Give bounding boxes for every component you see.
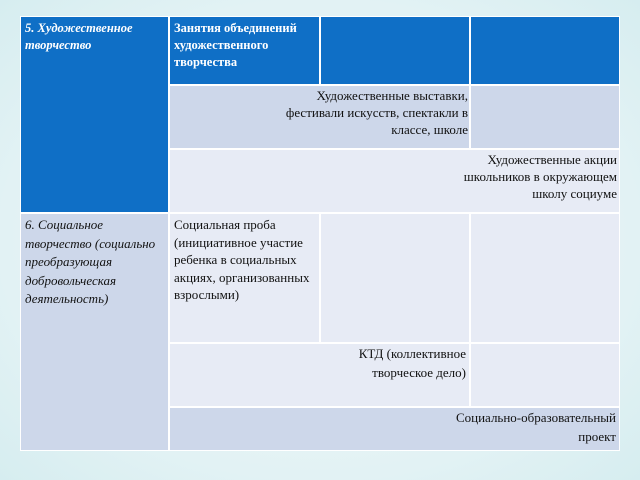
exhibitions-empty-cell bbox=[470, 85, 620, 149]
social-trial-empty-cell-2 bbox=[470, 213, 620, 343]
social-trial-cell bbox=[169, 213, 320, 343]
ktd-empty-cell bbox=[470, 343, 620, 407]
actions-label: Художественные акции школьников в окружающем школу социуме bbox=[463, 152, 617, 201]
header-cell-1 bbox=[169, 16, 320, 85]
actions-cell bbox=[169, 149, 620, 213]
ktd-label: КТД (коллективное творческое дело) bbox=[358, 346, 466, 380]
section-6-cell bbox=[20, 213, 169, 451]
project-cell bbox=[169, 407, 620, 451]
section-6-label: 6. Социальное творчество (социально преобразующая добровольческая деятельность) bbox=[25, 217, 156, 306]
ktd-cell bbox=[169, 343, 470, 407]
column-header-label: Занятия объединений художественного творчества bbox=[174, 21, 297, 69]
exhibitions-cell bbox=[169, 85, 470, 149]
section-5-cell bbox=[20, 16, 169, 213]
project-label: Социально-образовательный проект bbox=[455, 410, 616, 444]
exhibitions-label: Художественные выставки, фестивали искусств, спектакли в классе, школе bbox=[285, 88, 468, 137]
section-5-label: 5. Художественное творчество bbox=[25, 21, 133, 52]
social-trial-label: Социальная проба (инициативное участие ребенка в социальных акциях, организованных взрослыми) bbox=[174, 217, 310, 302]
header-cell-2 bbox=[320, 16, 470, 85]
social-trial-empty-cell-1 bbox=[320, 213, 470, 343]
header-cell-3 bbox=[470, 16, 620, 85]
